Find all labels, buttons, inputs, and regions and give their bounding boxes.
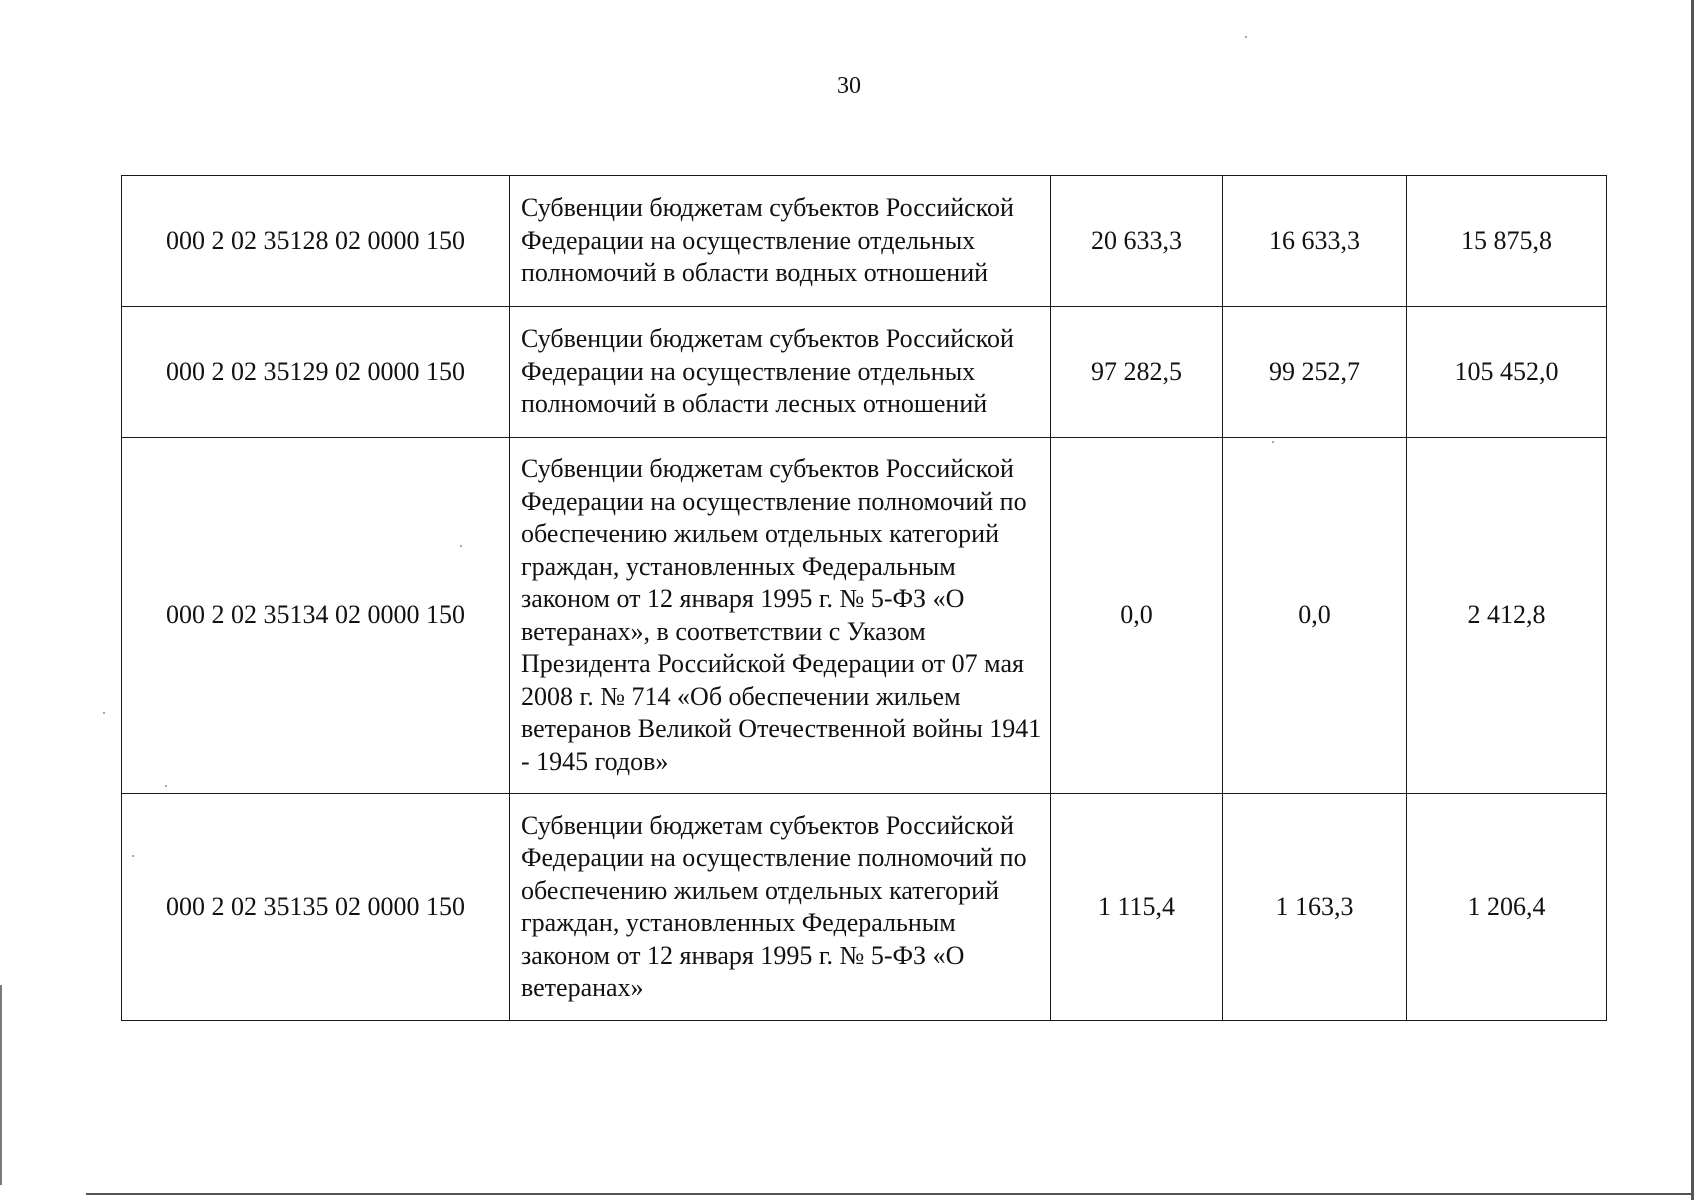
- description-cell: Субвенции бюджетам субъектов Российской Федерации на осуществление полномочий по обеспечению жильем отдельных категорий граждан, установленных Федеральным законом от 12 января 1995 г. № 5-ФЗ «О ветеранах», в соответствии с Указом Президента Российской Федерации от 07 мая 2008 г. № 714 «Об обеспечении жильем ветеранов Великой Отечественной войны 1941 - 1945 годов»: [510, 438, 1051, 794]
- description-cell: Субвенции бюджетам субъектов Российской Федерации на осуществление полномочий по обеспечению жильем отдельных категорий граждан, установленных Федеральным законом от 12 января 1995 г. № 5-ФЗ «О ветеранах»: [510, 794, 1051, 1021]
- scan-speck: [460, 545, 462, 547]
- table-row: [122, 176, 1607, 307]
- budget-code-cell: 000 2 02 35135 02 0000 150: [122, 794, 510, 1021]
- table-row: [122, 307, 1607, 438]
- scan-edge-right: [1691, 0, 1694, 1200]
- value-cell: 0,0: [1051, 438, 1223, 794]
- value-cell: 1 163,3: [1223, 794, 1407, 1021]
- budget-code-cell: 000 2 02 35128 02 0000 150: [122, 176, 510, 307]
- budget-code-cell: 000 2 02 35134 02 0000 150: [122, 438, 510, 794]
- value-cell: 15 875,8: [1407, 176, 1607, 307]
- scan-speck: [1272, 441, 1274, 443]
- value-cell: 0,0: [1223, 438, 1407, 794]
- scan-speck: [165, 785, 167, 787]
- page-number: 30: [837, 73, 861, 99]
- budget-code-cell: 000 2 02 35129 02 0000 150: [122, 307, 510, 438]
- description-cell: Субвенции бюджетам субъектов Российской Федерации на осуществление отдельных полномочий в области лесных отношений: [510, 307, 1051, 438]
- scan-speck: [103, 712, 105, 714]
- value-cell: 16 633,3: [1223, 176, 1407, 307]
- scan-edge-bottom: [86, 1193, 1693, 1195]
- value-cell: 2 412,8: [1407, 438, 1607, 794]
- scan-speck: [132, 855, 134, 857]
- value-cell: 105 452,0: [1407, 307, 1607, 438]
- value-cell: 20 633,3: [1051, 176, 1223, 307]
- value-cell: 1 115,4: [1051, 794, 1223, 1021]
- value-cell: 99 252,7: [1223, 307, 1407, 438]
- table-row: [122, 794, 1607, 1021]
- description-cell: Субвенции бюджетам субъектов Российской Федерации на осуществление отдельных полномочий в области водных отношений: [510, 176, 1051, 307]
- scan-speck: [1245, 36, 1247, 38]
- table-row: [122, 438, 1607, 794]
- scan-edge-left: [0, 985, 2, 1185]
- value-cell: 1 206,4: [1407, 794, 1607, 1021]
- value-cell: 97 282,5: [1051, 307, 1223, 438]
- budget-table: [121, 175, 1607, 1021]
